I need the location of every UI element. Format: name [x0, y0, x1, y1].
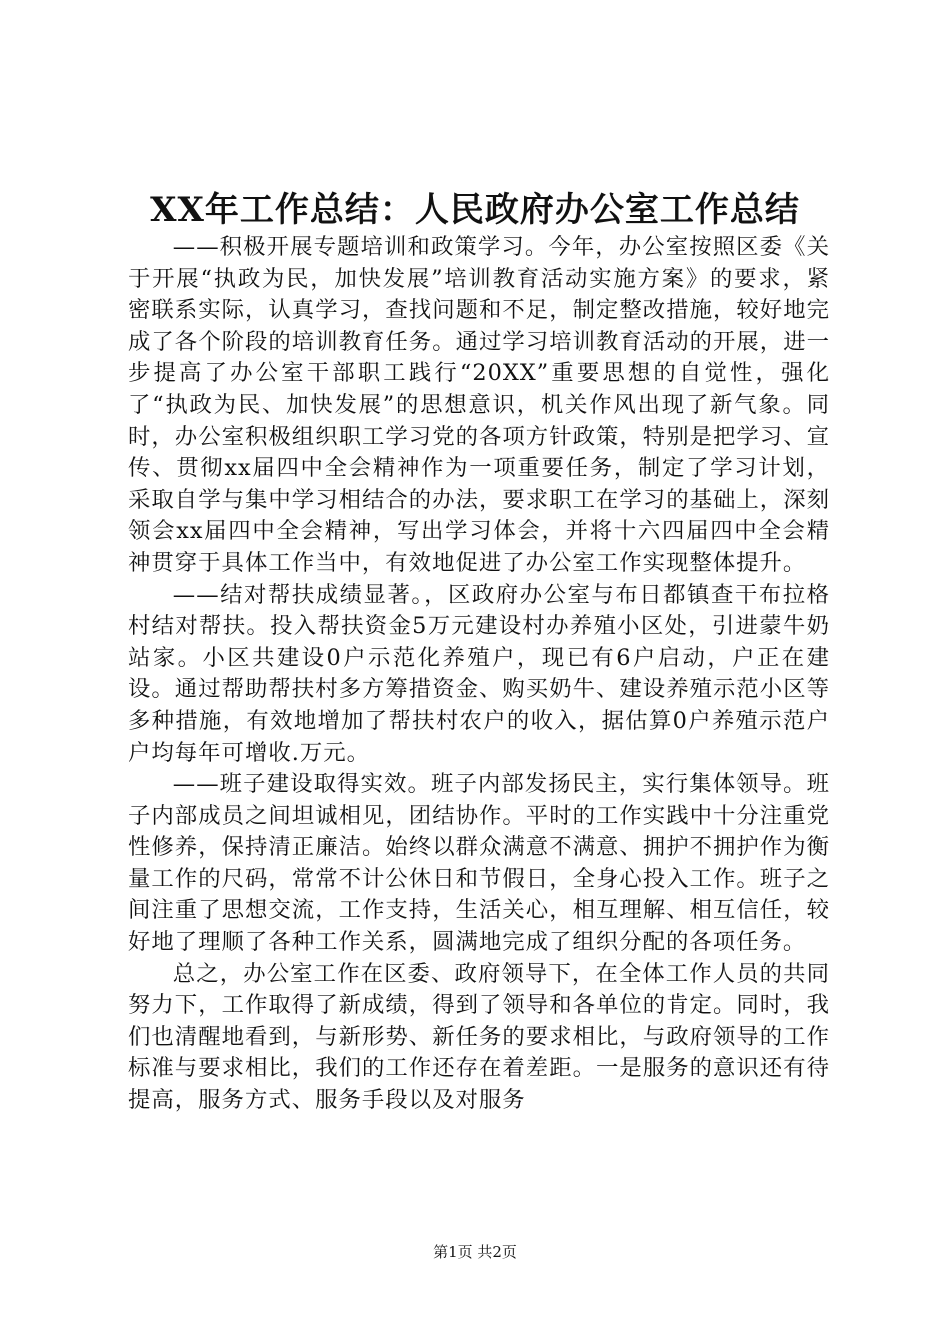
paragraph-assistance: ——结对帮扶成绩显著。，区政府办公室与布日都镇查干布拉格村结对帮扶。投入帮扶资金5万元建设村办养殖小区处，引进蒙牛奶站家。小区共建设0户示范化养殖户，现已有6户启动，户正在建设。通过帮助帮扶村多方筹措资金、购买奶牛、建设养殖示范小区等多种措施，有效地增加了帮扶村农户的收入，据估算0户养殖示范户户均每年可增收.万元。	[128, 581, 830, 766]
document-body	[128, 232, 830, 1117]
paragraph-summary: 总之，办公室工作在区委、政府领导下，在全体工作人员的共同努力下，工作取得了新成绩，得到了领导和各单位的肯定。同时，我们也清醒地看到，与新形势、新任务的要求相比，与政府领导的工作标准与要求相比，我们的工作还存在着差距。一是服务的意识还有待提高，服务方式、服务手段以及对服务	[128, 960, 830, 1114]
document-title: XX年工作总结：人民政府办公室工作总结	[150, 190, 800, 230]
page-footer: 第1页 共2页	[433, 1243, 517, 1261]
paragraph-training: ——积极开展专题培训和政策学习。今年，办公室按照区委《关于开展“执政为民，加快发展”培训教育活动实施方案》的要求，紧密联系实际，认真学习，查找问题和不足，制定整改措施，较好地完成了各个阶段的培训教育任务。通过学习培训教育活动的开展，进一步提高了办公室干部职工践行“20XX”重要思想的自觉性，强化了“执政为民、加快发展”的思想意识，机关作风出现了新气象。同时，办公室积极组织职工学习党的各项方针政策，特别是把学习、宣传、贯彻xx届四中全会精神作为一项重要任务，制定了学习计划，采取自学与集中学习相结合的办法，要求职工在学习的基础上，深刻领会xx届四中全会精神，写出学习体会，并将十六四届四中全会精神贯穿于具体工作当中，有效地促进了办公室工作实现整体提升。	[128, 234, 830, 576]
paragraph-leadership: ——班子建设取得实效。班子内部发扬民主，实行集体领导。班子内部成员之间坦诚相见，团结协作。平时的工作实践中十分注重党性修养，保持清正廉洁。始终以群众满意不满意、拥护不拥护作为衡量工作的尺码，常常不计公休日和节假日，全身心投入工作。班子之间注重了思想交流，工作支持，生活关心，相互理解、相互信任，较好地了理顺了各种工作关系，圆满地完成了组织分配的各项任务。	[128, 771, 830, 956]
